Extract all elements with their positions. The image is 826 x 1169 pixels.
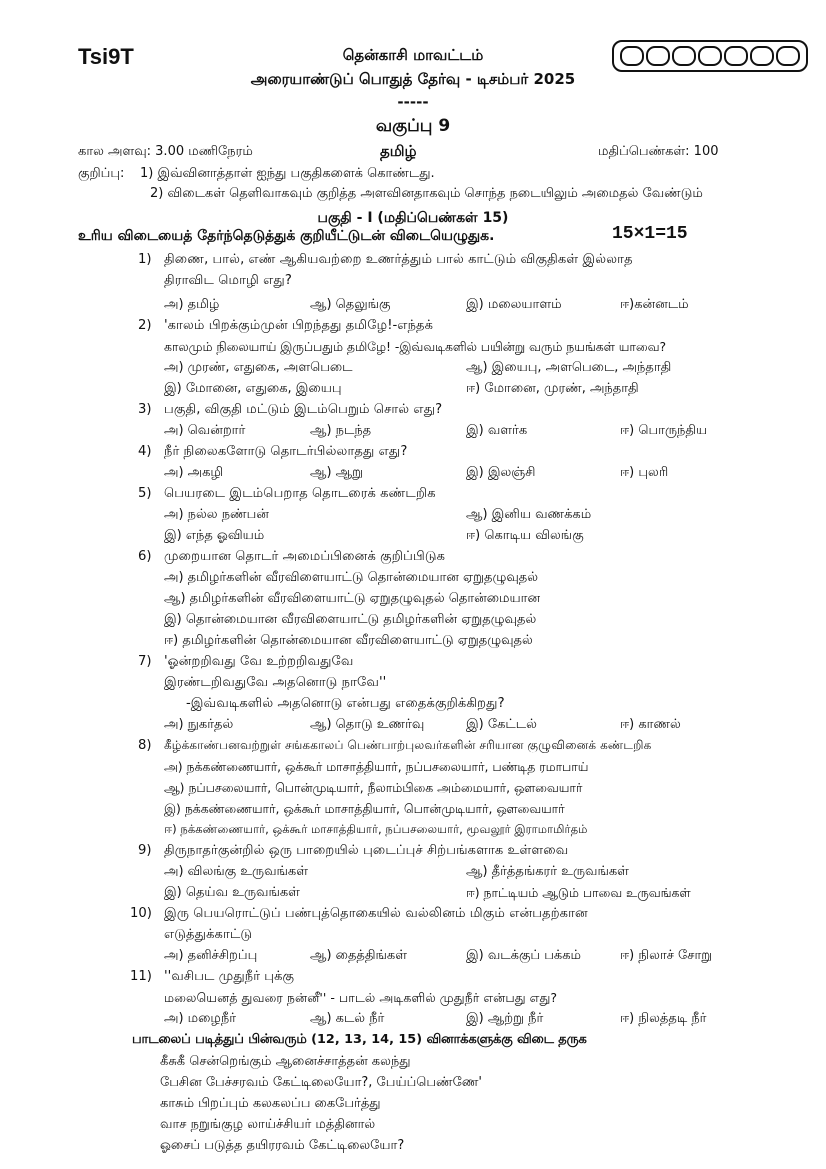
question-number: 11)	[130, 969, 152, 984]
question-text: நீர் நிலைகளோடு தொடர்பில்லாதது எது?	[164, 444, 408, 459]
option-d: ஈ)கன்னடம்	[620, 297, 689, 312]
question-number: 9)	[138, 843, 152, 858]
option-d: ஈ) மோனை, முரண், அந்தாதி	[466, 381, 639, 396]
option-c: இ) வடக்குப் பக்கம்	[466, 948, 582, 963]
question-number: 7)	[138, 654, 152, 669]
max-marks: மதிப்பெண்கள்: 100	[598, 144, 719, 159]
option-c: இ) மலையாளம்	[466, 297, 562, 312]
option-d: ஈ) நக்கண்ணையார், ஒக்கூர் மாசாத்தியார், நப்பசலையார், மூவலூர் இராமாமிர்தம்	[164, 822, 588, 836]
option-a: அ) நுகர்தல்	[164, 717, 234, 732]
question-number: 2)	[138, 318, 152, 333]
option-a: அ) தனிச்சிறப்பு	[164, 948, 258, 963]
option-b: ஆ) நப்பசலையார், பொன்முடியார், நீலாம்பிகை அம்மையார், ஔவையார்	[164, 780, 583, 795]
option-a: அ) வென்றார்	[164, 423, 246, 438]
district-title: தென்காசி மாவட்டம்	[342, 46, 484, 64]
passage-instruction: பாடலைப் படித்துப் பின்வரும் (12, 13, 14, 15) வினாக்களுக்கு விடை தருக	[132, 1032, 587, 1047]
option-c: இ) எந்த ஓவியம்	[164, 528, 265, 543]
option-d: ஈ) புலரி	[620, 465, 669, 480]
question-number: 10)	[130, 906, 152, 921]
poem-line: கீசுகீ சென்றெங்கும் ஆனைச்சாத்தன் கலந்து	[160, 1054, 411, 1069]
option-b: ஆ) தொடு உணர்வு	[310, 717, 425, 732]
poem-line: காசும் பிறப்பும் கலகலப்ப கைபேர்த்து	[160, 1096, 381, 1111]
question-text: 'ஓன்றறிவது வே உற்றறிவதுவே	[164, 654, 354, 669]
option-a: அ) விலங்கு உருவங்கள்	[164, 864, 308, 879]
option-d: ஈ) பொருந்திய	[620, 423, 708, 438]
option-c: இ) ஆற்று நீர்	[466, 1011, 544, 1026]
question-number: 5)	[138, 486, 152, 501]
note-2: 2) விடைகள் தெளிவாகவும் குறித்த அளவினதாகவும் சொந்த நடையிலும் அமைதல் வேண்டும்	[150, 186, 703, 201]
paper-code: Tsi9T	[78, 44, 134, 69]
option-a: அ) முரண், எதுகை, அளபெடை	[164, 360, 353, 375]
question-number: 8)	[138, 738, 152, 753]
note-1: 1) இவ்வினாத்தாள் ஐந்து பகுதிகளைக் கொண்டது.	[140, 166, 435, 181]
option-d: ஈ) நிலத்தடி நீர்	[620, 1011, 707, 1026]
notes-label: குறிப்பு:	[78, 166, 125, 181]
question-number: 4)	[138, 444, 152, 459]
option-b: ஆ) தீர்த்தங்கரர் உருவங்கள்	[466, 864, 629, 879]
option-d: ஈ) நாட்டியம் ஆடும் பாவை உருவங்கள்	[466, 885, 691, 900]
option-b: ஆ) தைத்திங்கள்	[310, 948, 407, 963]
duration: கால அளவு: 3.00 மணிநேரம்	[78, 144, 253, 159]
option-d: ஈ) தமிழர்களின் தொன்மையான வீரவிளையாட்டு ஏறுதழுவுதல்	[164, 633, 533, 648]
question-text: இரு பெயரொட்டுப் பண்புத்தொகையில் வல்லினம் மிகும் என்பதற்கான	[164, 906, 588, 921]
question-text: -இவ்வடிகளில் அதனொடு என்பது எதைக்குறிக்கிறது?	[186, 696, 505, 711]
poem-line: ஓசைப் படுத்த தயிரரவம் கேட்டிலையோ?	[160, 1138, 405, 1153]
question-text: பெயரடை இடம்பெறாத தொடரைக் கண்டறிக	[164, 486, 436, 501]
option-a: அ) தமிழர்களின் வீரவிளையாட்டு தொன்மையான ஏறுதழுவுதல்	[164, 570, 539, 585]
question-number: 3)	[138, 402, 152, 417]
option-c: இ) நக்கண்ணையார், ஒக்கூர் மாசாத்தியார், பொன்முடியார், ஔவையார்	[164, 801, 565, 816]
question-number: 1)	[138, 252, 152, 267]
question-text: இரண்டறிவதுவே அதனொடு நாவே''	[164, 675, 387, 690]
option-b: ஆ) நடந்த	[310, 423, 372, 438]
option-c: இ) வளர்க	[466, 423, 528, 438]
part-marks: 15×1=15	[612, 224, 688, 244]
question-text: 'காலம் பிறக்கும்முன் பிறந்தது தமிழே!-எந்தக்	[164, 318, 434, 333]
title-divider: -----	[397, 93, 429, 111]
question-text: காலமும் நிலையாய் இருப்பதும் தமிழே! -இவ்வடிகளில் பயின்று வரும் நயங்கள் யாவை?	[164, 339, 667, 354]
option-d: ஈ) கொடிய விலங்கு	[466, 528, 584, 543]
exam-title: அரையாண்டுப் பொதுத் தேர்வு - டிசம்பர் 2025	[250, 70, 576, 88]
question-text: திருநாதர்குன்றில் ஒரு பாறையில் புடைப்புச் சிற்பங்களாக உள்ளவை	[164, 843, 569, 858]
option-b: ஆ) ஆறு	[310, 465, 363, 480]
option-b: ஆ) தமிழர்களின் வீரவிளையாட்டு ஏறுதழுவுதல் தொன்மையான	[164, 591, 541, 606]
option-a: அ) அகழி	[164, 465, 224, 480]
class-title: வகுப்பு 9	[375, 116, 451, 136]
question-text: ''வசிபட முதுநீர் புக்கு	[164, 969, 295, 984]
question-text: திணை, பால், எண் ஆகியவற்றை உணர்த்தும் பால் காட்டும் விகுதிகள் இல்லாத	[164, 252, 633, 267]
question-number: 6)	[138, 549, 152, 564]
question-text: மலையெனத் துவரை நன்னீ'' - பாடல் அடிகளில் முதுநீர் என்பது எது?	[164, 990, 558, 1005]
question-text: திராவிட மொழி எது?	[164, 273, 292, 288]
option-a: அ) தமிழ்	[164, 297, 220, 312]
poem-line: பேசின பேச்சரவம் கேட்டிலையோ?, பேய்ப்பெண்ணே'	[160, 1075, 482, 1090]
option-c: இ) தொன்மையான வீரவிளையாட்டு தமிழர்களின் ஏறுதழுவுதல்	[164, 612, 537, 627]
option-b: ஆ) இனிய வணக்கம்	[466, 507, 592, 522]
option-b: ஆ) இயைபு, அளபெடை, அந்தாதி	[466, 360, 672, 375]
question-text: பகுதி, விகுதி மட்டும் இடம்பெறும் சொல் எது?	[164, 402, 443, 417]
poem-line: வாச நறுங்குழ லாய்ச்சியர் மத்தினால்	[160, 1117, 376, 1132]
option-c: இ) மோனை, எதுகை, இயைபு	[164, 381, 342, 396]
option-b: ஆ) தெலுங்கு	[310, 297, 391, 312]
option-c: இ) இலஞ்சி	[466, 465, 536, 480]
option-c: இ) தெய்வ உருவங்கள்	[164, 885, 300, 900]
question-text: கீழ்க்காண்பனவற்றுள் சங்ககாலப் பெண்பாற்புலவர்களின் சரியான குழுவினைக் கண்டறிக	[164, 738, 652, 752]
option-a: அ) நக்கண்ணையார், ஒக்கூர் மாசாத்தியார், நப்பசலையார், பண்டித ரமாபாய்	[164, 759, 589, 774]
option-c: இ) கேட்டல்	[466, 717, 537, 732]
option-b: ஆ) கடல் நீர்	[310, 1011, 385, 1026]
option-d: ஈ) காணல்	[620, 717, 681, 732]
part-instruction: உரிய விடையைத் தேர்ந்தெடுத்துக் குறியீட்டுடன் விடையெழுதுக.	[78, 228, 495, 244]
question-text: எடுத்துக்காட்டு	[164, 927, 253, 942]
subject: தமிழ்	[380, 142, 417, 160]
question-text: முறையான தொடர் அமைப்பினைக் குறிப்பிடுக	[164, 549, 446, 564]
part-title: பகுதி - I (மதிப்பெண்கள் 15)	[317, 210, 509, 226]
option-a: அ) மழைநீர்	[164, 1011, 236, 1026]
option-a: அ) நல்ல நண்பன்	[164, 507, 269, 522]
option-d: ஈ) நிலாச் சோறு	[620, 948, 713, 963]
